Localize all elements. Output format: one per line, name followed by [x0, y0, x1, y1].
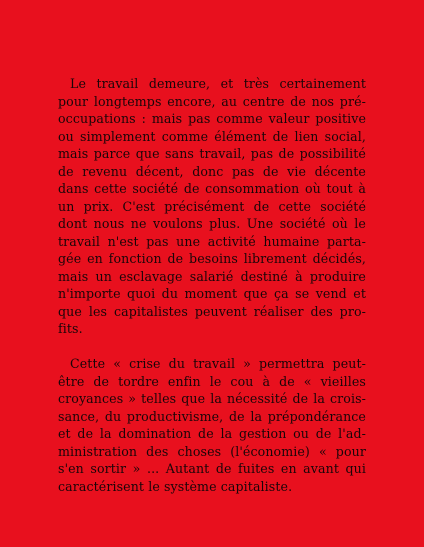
- text-line: n'importe quoi du moment que ça se vend et: [58, 286, 366, 301]
- paragraph-1: [58, 75, 366, 338]
- text-line: Cette « crise du travail » permettra peut-: [70, 356, 366, 371]
- text-line: ou simplement comme élément de lien social,: [58, 128, 366, 144]
- text-line: dont nous ne voulons plus. Une société où le: [58, 216, 366, 231]
- text-line: gée en fonction de besoins librement décidés,: [58, 251, 366, 266]
- paragraph-2: [58, 355, 366, 495]
- text-line: pour longtemps encore, au centre de nos pré-: [58, 93, 366, 109]
- body-text: [58, 75, 366, 495]
- text-line: ministration des choses (l'économie) « pour: [58, 443, 366, 459]
- text-line: sance, du productivisme, de la prépondérance: [58, 408, 366, 424]
- text-line: être de tordre enfin le cou à de « vieilles: [58, 373, 366, 389]
- text-line: mais parce que sans travail, pas de possibilité: [58, 146, 366, 161]
- text-line: caractérisent le système capitaliste.: [58, 478, 293, 494]
- text-line: fits.: [58, 321, 83, 336]
- text-line: Le travail demeure, et très certainement: [70, 76, 366, 91]
- paragraph-spacer: [58, 338, 366, 356]
- text-line: travail n'est pas une activité humaine parta-: [58, 233, 366, 249]
- text-line: s'en sortir » ... Autant de fuites en avant qui: [58, 461, 366, 476]
- text-line: croyances » telles que la nécessité de la crois-: [58, 391, 366, 406]
- text-line: occupations : mais pas comme valeur positive: [58, 111, 366, 126]
- text-line: et de la domination de la gestion ou de l'ad-: [58, 426, 366, 441]
- text-line: de revenu décent, donc pas de vie décente: [58, 163, 366, 179]
- text-line: dans cette société de consommation où tout à: [58, 181, 366, 196]
- text-line: un prix. C'est précisément de cette société: [58, 198, 366, 214]
- text-line: que les capitalistes peuvent réaliser des pro-: [58, 303, 366, 319]
- text-line: mais un esclavage salarié destiné à produire: [58, 268, 366, 284]
